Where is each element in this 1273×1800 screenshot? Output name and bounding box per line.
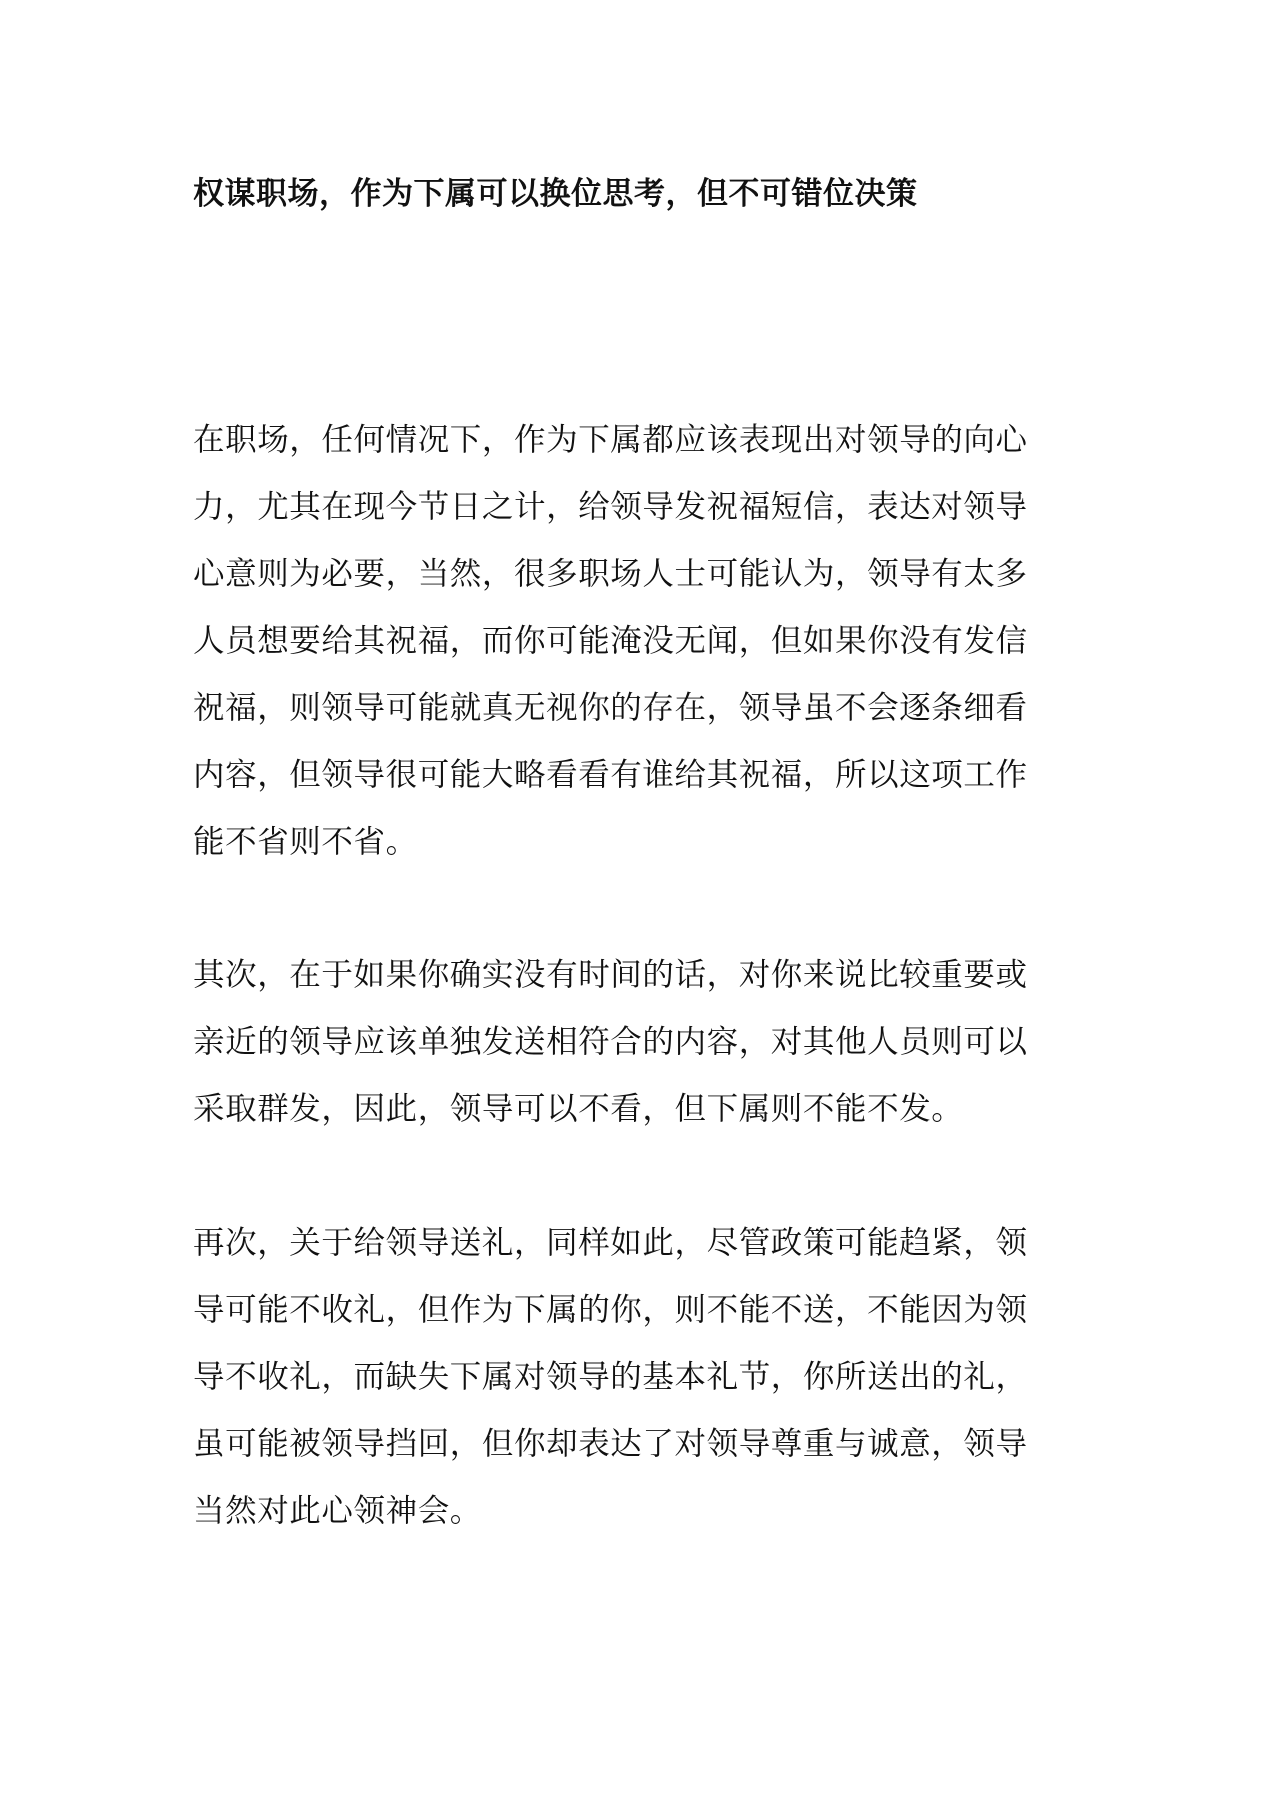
paragraph-1: [193, 407, 1086, 876]
paragraph-line: 导不收礼，而缺失下属对领导的基本礼节，你所送出的礼，: [193, 1359, 1028, 1395]
paragraph-line: 再次，关于给领导送礼，同样如此，尽管政策可能趋紧，领: [193, 1225, 1028, 1261]
paragraph-line: 在职场，任何情况下，作为下属都应该表现出对领导的向心: [193, 422, 1028, 458]
paragraph-line: 其次，在于如果你确实没有时间的话，对你来说比较重要或: [193, 957, 1028, 993]
paragraph-line: 虽可能被领导挡回，但你却表达了对领导尊重与诚意，领导: [193, 1426, 1028, 1462]
paragraph-line: 当然对此心领神会。: [193, 1493, 482, 1529]
paragraph-line: 心意则为必要，当然，很多职场人士可能认为，领导有太多: [193, 556, 1028, 592]
paragraph-line: 祝福，则领导可能就真无视你的存在，领导虽不会逐条细看: [193, 690, 1028, 726]
paragraph-3: [193, 1210, 1086, 1545]
document-title: 权谋职场，作为下属可以换位思考，但不可错位决策: [193, 176, 918, 212]
paragraph-line: 内容，但领导很可能大略看看有谁给其祝福，所以这项工作: [193, 757, 1028, 793]
paragraph-line: 采取群发，因此，领导可以不看，但下属则不能不发。: [193, 1091, 964, 1127]
paragraph-2: [193, 942, 1086, 1143]
paragraph-line: 能不省则不省。: [193, 824, 418, 860]
paragraph-line: 力，尤其在现今节日之计，给领导发祝福短信，表达对领导: [193, 489, 1028, 525]
paragraph-line: 人员想要给其祝福，而你可能淹没无闻，但如果你没有发信: [193, 623, 1028, 659]
paragraph-line: 亲近的领导应该单独发送相符合的内容，对其他人员则可以: [193, 1024, 1028, 1060]
paragraph-line: 导可能不收礼，但作为下属的你，则不能不送，不能因为领: [193, 1292, 1028, 1328]
